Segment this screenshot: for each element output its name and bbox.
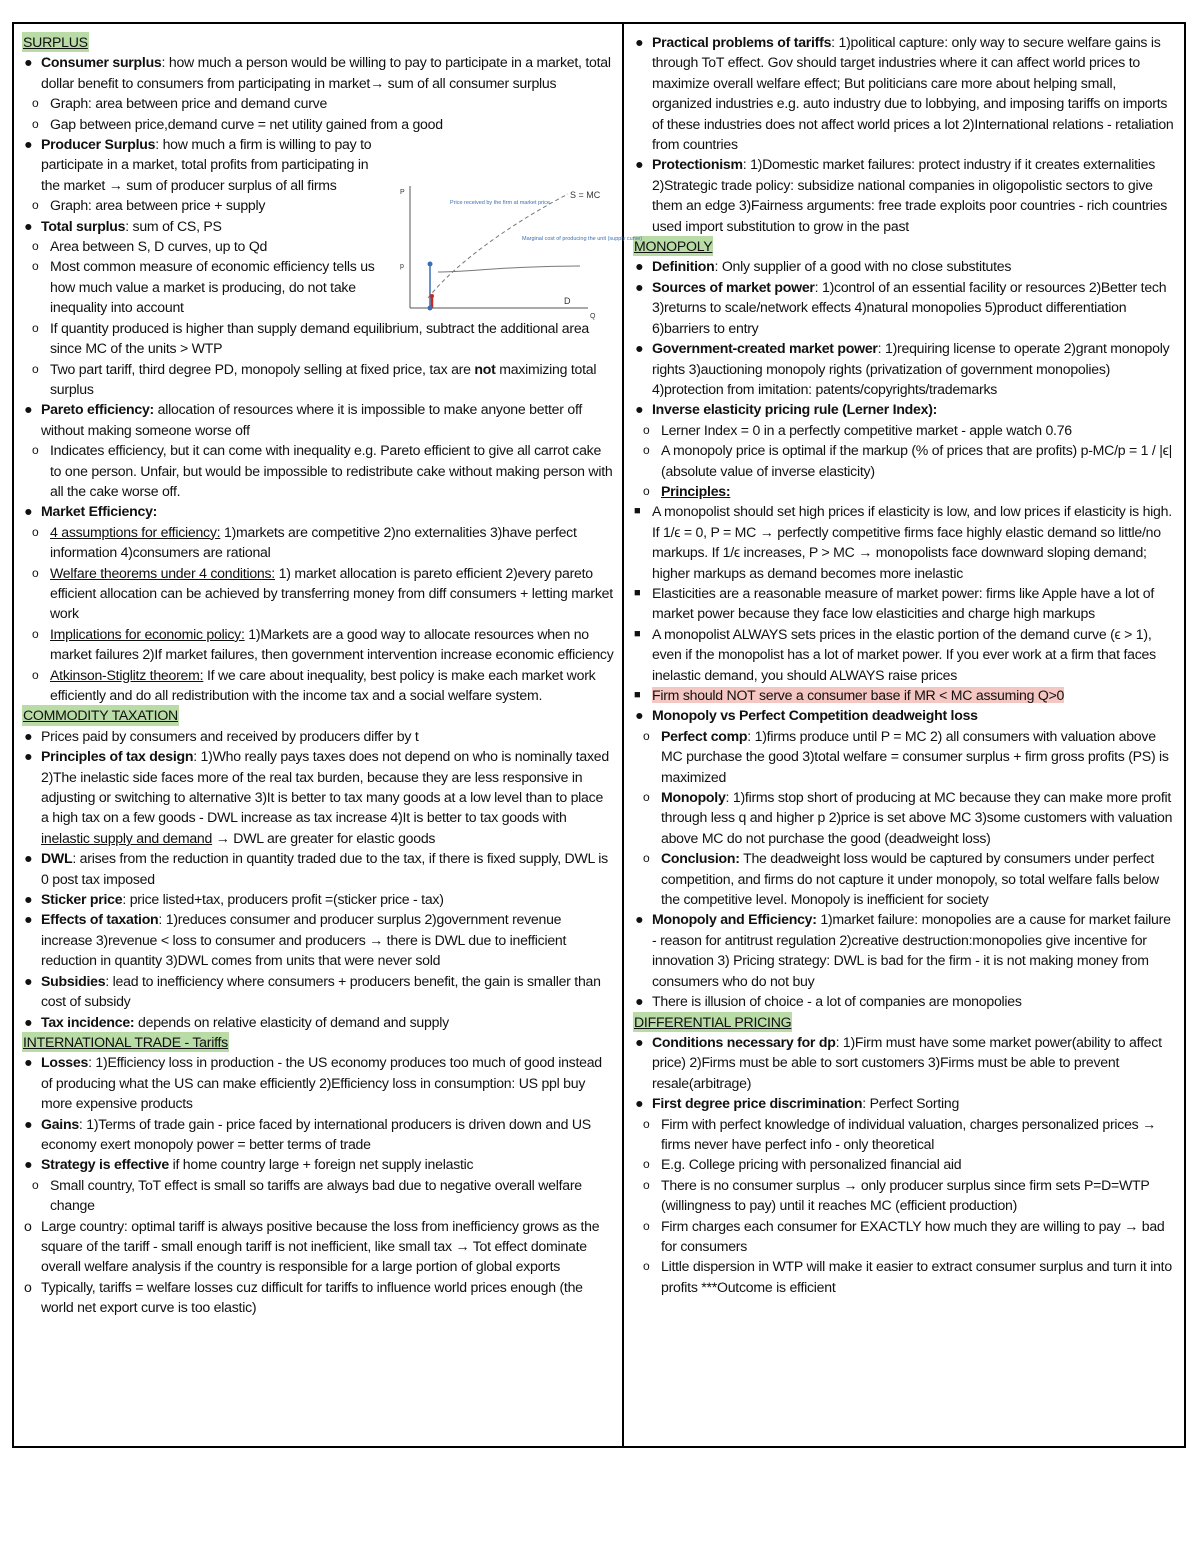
bullet-item — [22, 134, 386, 195]
bullet-marker: o — [32, 198, 39, 213]
bold-term: Tax incidence: — [41, 1013, 135, 1030]
bullet-marker: ● — [635, 401, 644, 418]
sub-item — [22, 1277, 614, 1318]
sub-item — [633, 1216, 1178, 1257]
sub-item — [22, 236, 395, 256]
bullet-marker: o — [643, 851, 650, 866]
bold-term: Strategy is effective — [41, 1156, 169, 1173]
bullet-item — [22, 746, 614, 848]
bullet-marker: ■ — [634, 586, 641, 599]
section-heading-text: INTERNATIONAL TRADE - Tariffs — [22, 1032, 229, 1052]
bullet-marker: o — [32, 96, 39, 111]
sub-item — [22, 93, 614, 113]
bullet-item — [22, 1052, 614, 1113]
bullet-marker: o — [24, 1217, 32, 1234]
bold-term: not — [474, 360, 496, 377]
item-text: if home country large + foreign net supply inelastic — [168, 1156, 474, 1173]
item-text: : sum of CS, PS — [125, 217, 222, 234]
price-line — [438, 266, 580, 272]
bullet-item — [633, 338, 1178, 399]
underlined-term: Implications for economic policy: — [50, 625, 245, 642]
graph-annotation-right: Marginal cost of producing the unit (supply curve) — [522, 236, 643, 242]
demand-label: D — [564, 296, 571, 306]
item-text: : lead to inefficiency where consumers + producers benefit, the gain is smaller than cost of subsidy — [41, 972, 601, 1010]
underlined-term: 4 assumptions for efficiency: — [50, 523, 221, 540]
item-text: : Perfect Sorting — [862, 1095, 960, 1112]
bullet-marker: o — [643, 1157, 650, 1172]
item-text: There is no consumer surplus → only producer surplus since firm sets P=D=WTP (willingness to pay) until it reaches MC (efficient production) — [661, 1176, 1150, 1214]
bullet-item — [22, 726, 614, 746]
quantity-point — [428, 306, 433, 311]
bold-term: Inverse elasticity pricing rule (Lerner Index): — [652, 401, 938, 418]
sub-item — [633, 1114, 1178, 1155]
bullet-marker: ● — [24, 1115, 33, 1132]
bullet-item — [22, 848, 614, 889]
bullet-item — [633, 256, 1178, 276]
bold-term: Monopoly vs Perfect Competition deadweight loss — [652, 707, 978, 724]
sub-item — [22, 359, 614, 400]
underlined-term: Principles: — [661, 482, 731, 499]
bold-term: Practical problems of tariffs — [652, 34, 832, 50]
bullet-marker: o — [643, 1259, 650, 1274]
item-text: Typically, tariffs = welfare losses cuz difficult for tariffs to influence world prices enough (the world net export curve is too elastic) — [41, 1278, 583, 1316]
supply-label: S = MC — [570, 190, 601, 200]
item-text: : how much a person would be willing to pay to participate in a market, total dollar benefit to consumers from participating in market→ sum of all consumer surplus — [41, 54, 611, 91]
bullet-marker: o — [32, 626, 39, 641]
producer-surplus-graph — [398, 180, 643, 320]
item-text: : 1)reduces consumer and producer surplus 2)government revenue increase 3)revenue < loss to consumer and producers → there is DWL due to inefficient reduction in quantity 3)DWL comes from units that were never sold — [41, 911, 567, 969]
item-text: maximizing total surplus — [50, 360, 597, 397]
bullet-item — [633, 32, 1178, 154]
item-text: : 1)control of an essential facility or resources 2)Better tech 3)returns to scale/network effects 4)natural monopolies 5)product differentiation 6)barriers to entry — [652, 278, 1167, 336]
bold-term: Perfect comp — [661, 727, 748, 744]
sub-item — [633, 726, 1178, 787]
bullet-marker: ● — [24, 54, 33, 71]
bullet-marker: o — [32, 116, 39, 131]
bullet-marker: ● — [24, 1013, 33, 1030]
bullet-marker: o — [24, 1278, 32, 1295]
sub-item — [22, 256, 395, 317]
square-item — [633, 685, 1178, 705]
bullet-item — [22, 889, 614, 909]
bullet-item — [22, 1154, 614, 1174]
bullet-marker: ● — [24, 401, 33, 418]
section-heading — [22, 705, 614, 725]
item-text: Little dispersion in WTP will make it easier to extract consumer surplus and turn it into profits ***Outcome is efficient — [661, 1258, 1172, 1295]
bullet-marker: o — [32, 361, 39, 376]
bullet-item — [633, 909, 1178, 991]
item-text: 1)market failure: monopolies are a cause for market failure - reason for antitrust regulation 2)creative destruction:monopolies give incentive for innovation 3) Pricing strategy: DWL is bad for the firm - it is not making money from consumers who do not buy — [652, 911, 1171, 989]
bullet-marker: o — [643, 483, 650, 498]
bullet-marker: ● — [635, 278, 644, 295]
bold-term: Producer Surplus — [41, 136, 156, 153]
item-text: → DWL are greater for elastic goods — [212, 829, 436, 846]
item-text: Firm charges each consumer for EXACTLY how much they are willing to pay → bad for consumers — [661, 1217, 1165, 1254]
graph-annotation-left: Price received by the firm at market price — [450, 200, 550, 206]
bullet-item — [22, 399, 614, 440]
item-text: : 1)firms produce until P = MC 2) all consumers with valuation above MC purchase the good 3)total welfare = consumer surplus + firm gross profits (PS) is maximized — [661, 727, 1169, 785]
sub-item — [633, 1256, 1178, 1297]
item-text: : 1)Who really pays taxes does not depend on who is nominally taxed 2)The inelastic side faces more of the real tax burden, because they are less responsive in adjusting or switching to alternative 3)It is better to tax many goods at a low level than to place a high tax on a few goods - DWL increase as tax increase 4)It is better to tax goods with — [41, 748, 609, 826]
bold-term: Total surplus — [41, 217, 126, 234]
sub-item — [22, 195, 395, 215]
bullet-marker: o — [32, 239, 39, 254]
bold-term: Monopoly — [661, 789, 726, 806]
bold-term: Losses — [41, 1054, 89, 1071]
graph-x-label: Q — [590, 313, 596, 320]
square-item — [633, 624, 1178, 685]
item-text: A monopolist should set high prices if elasticity is low, and low prices if elasticity is high. If 1/ϵ = 0, P = MC → perfectly competitive firms face highly elastic demand so little/no markups. If 1/ϵ increases, P > MC → monopolists face downward sloping demand; higher markups as demand becomes more inelastic — [652, 503, 1172, 581]
bullet-marker: o — [643, 1177, 650, 1192]
bold-term: Effects of taxation — [41, 911, 159, 928]
item-text: : price listed+tax, producers profit =(sticker price - tax) — [122, 891, 444, 908]
section-heading — [633, 236, 1178, 256]
bullet-item — [633, 277, 1178, 338]
bold-term: Government-created market power — [652, 340, 878, 357]
bullet-marker: ■ — [634, 627, 641, 640]
price-point — [428, 262, 433, 267]
item-text: Graph: area between price and demand curve — [50, 95, 328, 112]
section-heading — [22, 1032, 614, 1052]
bullet-marker: o — [643, 422, 650, 437]
bullet-marker: ● — [635, 340, 644, 357]
item-text: : 1)requiring license to operate 2)grant monopoly rights 3)auctioning monopoly rights (privatization of government monopolies) 4)protection from imitation: patents/copyrights/trademarks — [652, 340, 1170, 397]
item-text: : 1)Terms of trade gain - price faced by international producers is driven down and US economy exert monopoly power = better terms of trade — [41, 1115, 591, 1152]
highlighted-text: Firm should NOT serve a consumer base if MR < MC assuming Q>0 — [652, 687, 1065, 703]
bold-term: Definition — [652, 258, 715, 275]
bullet-marker: o — [32, 667, 39, 682]
cost-point — [430, 294, 434, 298]
sub-item — [22, 522, 614, 563]
square-item — [633, 583, 1178, 624]
sub-item — [22, 1216, 614, 1277]
item-text: : 1)Domestic market failures: protect industry if it creates externalities 2)Strategic trade policy: subsidize national companies in oligopolistic sectors to give them an edge 3)Fairness arguments: free trade exploits poor countries - rich countries used import substitution to grow in the past — [652, 156, 1168, 234]
bold-term: Monopoly and Efficiency: — [652, 911, 817, 928]
item-text: 1)markets are competitive 2)no externalities 3)have perfect information 4)consumers are rational — [50, 523, 577, 561]
bullet-marker: ● — [635, 1033, 644, 1050]
item-text: If we care about inequality, best policy is make each market work efficiently and do all redistribution with the income tax and a social welfare system. — [50, 666, 596, 703]
item-text: Graph: area between price + supply — [50, 197, 266, 214]
sub-item — [633, 440, 1178, 481]
item-text: 1)Markets are a good way to allocate resources when no market failures 2)If market failures, then government intervention increase economic efficiency — [50, 625, 614, 663]
item-text: : 1)firms stop short of producing at MC because they can make more profit through less q and higher p 2)price is set above MC 3)some customers with valuation above MC do not purchase the good (deadweight loss) — [661, 789, 1173, 846]
bullet-marker: ● — [635, 707, 644, 724]
sub-item — [633, 1154, 1178, 1174]
item-text: There is illusion of choice - a lot of companies are monopolies — [652, 993, 1022, 1010]
section-heading-text: MONOPOLY — [633, 236, 713, 256]
bullet-marker: o — [32, 443, 39, 458]
sub-item — [633, 848, 1178, 909]
bullet-item — [633, 154, 1178, 236]
section-heading-text: COMMODITY TAXATION — [22, 705, 179, 725]
bullet-marker: o — [643, 1218, 650, 1233]
item-text: A monopolist ALWAYS sets prices in the elastic portion of the demand curve (ϵ > 1), even if the monopolist has a lot of market power. If you ever work at a firm that faces inelastic demand, you should ALWAYS raise prices — [652, 625, 1156, 683]
bullet-marker: o — [32, 259, 39, 274]
item-text: Prices paid by consumers and received by producers differ by t — [41, 727, 419, 744]
right-column — [633, 32, 1178, 1297]
item-text: Small country, ToT effect is small so tariffs are always bad due to negative overall welfare change — [50, 1176, 582, 1214]
bullet-item — [22, 909, 614, 970]
section-heading — [633, 1012, 1178, 1032]
bullet-item — [633, 705, 1178, 725]
item-text: Indicates efficiency, but it can come with inequality e.g. Pareto efficient to give all carrot cake to one person. Unfair, but would be impossible to redistribute cake without making person with all the cake worse off. — [50, 442, 613, 499]
section-heading-text: DIFFERENTIAL PRICING — [633, 1012, 792, 1032]
graph-p-label: p — [400, 263, 404, 270]
bullet-marker: ● — [24, 911, 33, 928]
bullet-marker: o — [32, 565, 39, 580]
bullet-item — [22, 216, 386, 236]
sub-item — [633, 1175, 1178, 1216]
sub-item — [22, 318, 614, 359]
section-heading — [22, 32, 614, 52]
graph-y-label: P — [400, 189, 405, 196]
item-text: The deadweight loss would be captured by consumers under perfect competition, and firms do not capture it under monopoly, so total welfare falls below the competitive level. Monopoly is inefficient for society — [661, 850, 1159, 908]
item-text: Elasticities are a reasonable measure of market power: firms like Apple have a lot of market power because they face low elasticities and charge high markups — [652, 584, 1155, 622]
item-text: Firm with perfect knowledge of individual valuation, charges personalized prices → firms never have perfect info - only theoretical — [661, 1115, 1156, 1152]
item-text: : arises from the reduction in quantity traded due to the tax, if there is fixed supply, DWL is 0 post tax imposed — [41, 850, 608, 887]
section-heading-text: SURPLUS — [22, 32, 89, 52]
bullet-item — [22, 1114, 614, 1155]
bullet-marker: o — [643, 790, 650, 805]
bullet-item — [633, 399, 1178, 419]
sub-item — [22, 114, 614, 134]
bold-term: Conditions necessary for dp — [652, 1033, 836, 1050]
bullet-marker: ● — [635, 156, 644, 173]
sub-item — [633, 420, 1178, 440]
bullet-item — [22, 52, 614, 93]
bullet-marker: ● — [635, 1095, 644, 1112]
item-text: Gap between price,demand curve = net utility gained from a good — [50, 115, 443, 132]
item-text: Large country: optimal tariff is always positive because the loss from inefficiency grows as the square of the tariff - small enough tariff is not inefficient, like small tax → Tot effect dominate overall welfare analysis if the country is responsible for a large portion of global exports — [41, 1217, 600, 1275]
sub-item — [22, 563, 614, 624]
item-text: : 1)Firm must have some market power(ability to affect price) 2)Firms must be able to sort customers 3)Firms must be able to prevent resale(arbitrage) — [652, 1033, 1162, 1091]
underlined-term: Atkinson-Stiglitz theorem: — [50, 666, 204, 683]
sub-item — [22, 624, 614, 665]
bullet-marker: ● — [635, 34, 644, 50]
supply-curve — [428, 194, 568, 298]
bullet-marker: ● — [24, 136, 33, 153]
item-text: depends on relative elasticity of demand and supply — [134, 1013, 449, 1030]
sub-item — [633, 787, 1178, 848]
bold-term: Subsidies — [41, 972, 106, 989]
item-text: Most common measure of economic efficiency tells us how much value a market is producing, do not take inequality into account — [50, 258, 375, 316]
bullet-marker: o — [32, 524, 39, 539]
bullet-marker: ● — [24, 217, 33, 234]
bold-term: Consumer surplus — [41, 54, 162, 71]
bold-term: Pareto efficiency: — [41, 401, 154, 418]
bullet-item — [633, 1032, 1178, 1093]
item-text: : how much a firm is willing to pay to participate in a market, total profits from participating in the market → sum of producer surplus of all firms — [41, 136, 372, 193]
bullet-marker: ● — [24, 1054, 33, 1071]
item-text: : Only supplier of a good with no close substitutes — [714, 258, 1012, 275]
sub-item — [22, 440, 614, 501]
item-text: A monopoly price is optimal if the markup (% of prices that are profits) p-MC/p = 1 / |ϵ| (absolute value of inverse elasticity) — [661, 442, 1173, 479]
sub-item — [633, 481, 1178, 501]
bold-term: Protectionism — [652, 156, 743, 173]
item-text: Two part tariff, third degree PD, monopoly selling at fixed price, tax are — [50, 360, 475, 377]
bullet-marker: o — [643, 728, 650, 743]
bullet-item — [22, 1012, 614, 1032]
bullet-marker: ● — [635, 993, 644, 1010]
bold-term: Gains — [41, 1115, 79, 1132]
item-text: Lerner Index = 0 in a perfectly competitive market - apple watch 0.76 — [661, 421, 1072, 438]
bullet-marker: o — [643, 443, 650, 458]
bold-term: Sources of market power — [652, 278, 815, 295]
bullet-marker: ● — [635, 911, 644, 928]
bullet-marker: ● — [24, 503, 33, 520]
bullet-marker: ● — [24, 748, 33, 765]
bullet-item — [22, 971, 614, 1012]
bullet-marker: o — [32, 1177, 39, 1192]
underlined-term: Welfare theorems under 4 conditions: — [50, 564, 275, 581]
bullet-item — [633, 991, 1178, 1011]
square-item — [633, 501, 1178, 583]
bullet-marker: ■ — [634, 689, 641, 701]
bold-term: Sticker price — [41, 891, 123, 908]
item-text: E.g. College pricing with personalized financial aid — [661, 1156, 962, 1173]
bullet-marker: ● — [635, 258, 644, 275]
item-text: 1) market allocation is pareto efficient 2)every pareto efficient allocation can be achieved by transferring money from diff consumers + letting market work — [50, 564, 613, 622]
bullet-marker: ● — [24, 972, 33, 989]
underlined-term: inelastic supply and demand — [41, 829, 213, 846]
bold-term: DWL — [41, 850, 73, 867]
bullet-marker: o — [643, 1116, 650, 1131]
bullet-marker: ■ — [634, 505, 641, 518]
bullet-marker: ● — [24, 727, 33, 744]
bullet-item — [633, 1093, 1178, 1113]
item-text: Area between S, D curves, up to Qd — [50, 238, 268, 255]
bullet-marker: o — [32, 320, 39, 335]
item-text: : 1)Efficiency loss in production - the US economy produces too much of good instead of producing what the US can make efficiently 2)Efficiency loss in consumption: US ppl buy more expensive products — [41, 1054, 602, 1112]
bold-term: Market Efficiency: — [41, 503, 158, 520]
bullet-item — [22, 501, 614, 521]
item-text: : 1)political capture: only way to secure welfare gains is through ToT effect. Gov should target industries where it can affect world prices to maximize overall welfare effect; But politicians care more about helping small, organized industries e.g. auto industry due to lobbying, and imposing tariffs on imports of these industries does not affect world prices a lot 2)International relations - retaliation from countries — [652, 34, 1174, 153]
item-text: allocation of resources where it is impossible to make anyone better off without making someone worse off — [41, 401, 583, 438]
sub-item — [22, 665, 614, 706]
bullet-marker: ● — [24, 891, 33, 908]
bold-term: Conclusion: — [661, 850, 740, 867]
bullet-marker: ● — [24, 850, 33, 867]
bullet-marker: ● — [24, 1156, 33, 1173]
bold-term: Principles of tax design — [41, 748, 194, 765]
bold-term: First degree price discrimination — [652, 1095, 863, 1112]
item-text: If quantity produced is higher than supply demand equilibrium, subtract the additional area since MC of the units > WTP — [50, 319, 589, 357]
sub-item — [22, 1175, 614, 1216]
